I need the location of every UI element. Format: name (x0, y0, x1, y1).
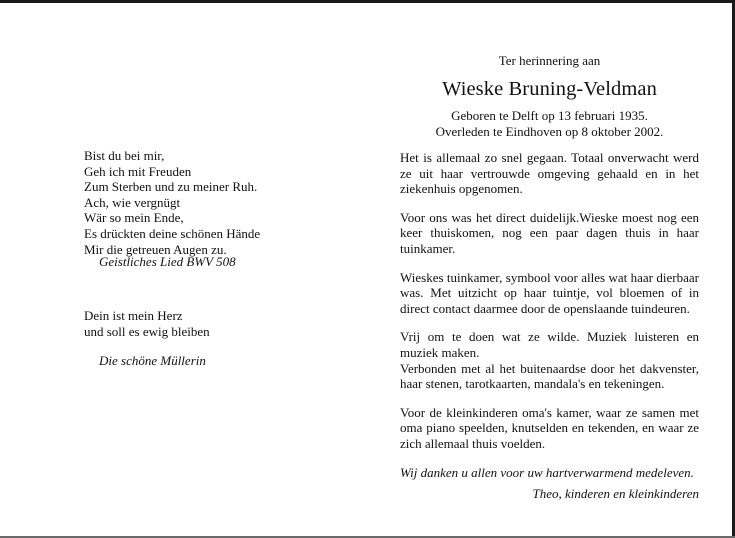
poem-line: und soll es ewig bleiben (84, 323, 210, 339)
poem-line: Wär so mein Ende, (84, 210, 184, 226)
poem-source-schubert: Die schöne Müllerin (99, 353, 206, 368)
paragraph: Het is allemaal zo snel gegaan. Totaal onverwacht werd ze uit haar vertrouwde omgeving gehaald en in het ziekenhuis opgenomen. (400, 150, 699, 197)
paragraph: Wieskes tuinkamer, symbool voor alles wat haar dierbaar was. Met uitzicht op haar tuintje, vol bloemen of in direct contact daarmee door de openslaande tuindeuren. (400, 269, 699, 316)
poem-line: Bist du bei mir, (84, 148, 165, 163)
poem-line: Dein ist mein Herz (84, 308, 183, 323)
died-line: Overleden te Eindhoven op 8 oktober 2002. (435, 123, 664, 139)
poem-line: Zum Sterben und zu meiner Ruh. (84, 179, 258, 195)
memorial-text (400, 150, 699, 502)
poem-line: Ach, wie vergnügt (84, 194, 181, 210)
born-line: Geboren te Delft op 13 februari 1935. (451, 108, 648, 123)
paragraph: Vrij om te doen wat ze wilde. Muziek luisteren en muziek maken. (400, 329, 699, 360)
paragraph: Voor ons was het direct duidelijk.Wieske moest nog een keer thuiskomen, nog een paar dagen thuis in haar tuinkamer. (400, 209, 699, 256)
scan-edge-top (0, 0, 735, 3)
life-dates (400, 108, 699, 139)
paragraph: Verbonden met al het buitenaardse door het dakvenster, haar stenen, tarotkaarten, mandala's en tekeningen. (400, 360, 699, 392)
left-page (84, 148, 374, 368)
poem-schubert (84, 308, 210, 339)
remembrance-heading: Ter herinnering aan (498, 53, 601, 68)
paragraph: Voor de kleinkinderen oma's kamer, waar ze samen met oma piano speelden, knutselden en tekenden, en waar ze zich allemaal thuis voelden. (400, 404, 699, 451)
thanks-note: Wij danken u allen voor uw hartverwarmend medeleven. (400, 464, 694, 480)
poem-source-bach: Geistliches Lied BWV 508 (99, 254, 236, 269)
poem-line: Geh ich mit Freuden (84, 163, 192, 179)
poem-bach (84, 148, 374, 257)
signature: Theo, kinderen en kleinkinderen (532, 486, 699, 502)
poem-line: Es drückten deine schönen Hände (84, 225, 261, 241)
deceased-name: Wieske Bruning-Veldman (442, 78, 657, 100)
poem-line: Mir die getreuen Augen zu. (84, 241, 227, 257)
